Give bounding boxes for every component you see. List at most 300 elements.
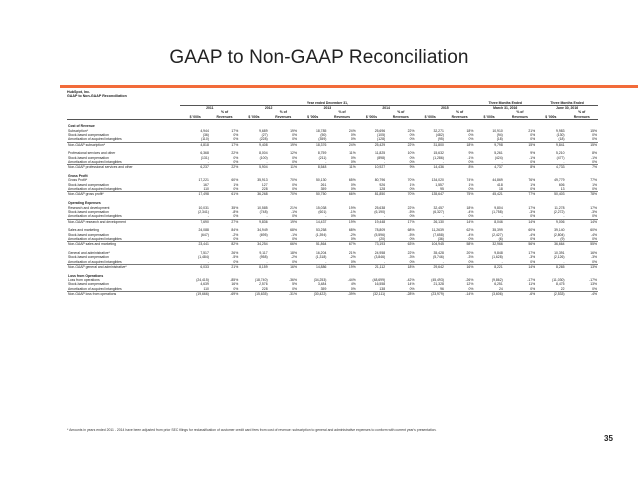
amount-cell: (211) — [318, 155, 327, 160]
header-period: March 31, 2016 — [493, 105, 518, 110]
percent-cell: 22% — [407, 128, 415, 133]
amount-cell: 167 — [203, 182, 209, 187]
amount-cell: 8,046 — [474, 219, 503, 224]
amount-cell: - — [207, 160, 209, 165]
percent-cell: 19% — [327, 264, 356, 269]
percent-cell: 0% — [350, 236, 356, 241]
row-label: Stock-based compensation — [68, 133, 109, 138]
amount-cell: - — [266, 214, 268, 219]
amount-cell: 7,517 — [200, 250, 209, 255]
amount-cell: - — [501, 259, 503, 264]
amount-cell: 8,759 — [317, 151, 327, 156]
percent-cell: 17% — [210, 142, 239, 147]
amount-cell: 606 — [558, 182, 565, 187]
amount-cell: 34,254 — [239, 242, 268, 247]
amount-cell: 4,639 — [200, 282, 209, 287]
percent-cell: 62% — [466, 228, 474, 233]
percent-cell: -4% — [590, 232, 597, 237]
percent-cell: 0% — [409, 286, 415, 291]
percent-cell: 12% — [290, 151, 297, 156]
percent-cell: 0% — [409, 187, 415, 192]
row-label: Amortization of acquired intangibles — [68, 214, 122, 219]
amount-cell: (1,758) — [491, 209, 503, 214]
percent-cell: -4% — [566, 292, 599, 297]
percent-cell: 56% — [504, 242, 536, 247]
amount-cell: 128 — [379, 187, 386, 192]
amount-cell: 95 — [440, 187, 444, 192]
amount-cell: 10,585 — [257, 205, 268, 210]
percent-cell: 0% — [292, 182, 297, 187]
percent-cell: 15% — [590, 128, 597, 133]
percent-cell: 0% — [592, 137, 597, 142]
percent-cell: 0% — [468, 187, 474, 192]
amount-cell: (5,746) — [433, 255, 444, 260]
amount-cell: (2,427) — [491, 232, 503, 237]
amount-cell: - — [501, 214, 503, 219]
percent-cell: 10% — [407, 151, 415, 156]
percent-cell: 0% — [292, 155, 297, 160]
percent-cell: 0% — [409, 137, 415, 142]
amount-cell: - — [501, 160, 503, 165]
percent-cell: 18% — [290, 250, 297, 255]
amount-cell: 418 — [497, 182, 503, 187]
amount-cell: (647) — [200, 232, 209, 237]
reconciliation-sheet — [67, 88, 598, 296]
percent-cell: 0% — [350, 133, 356, 138]
row-label: Amortization of acquired intangibles — [68, 137, 122, 142]
amount-cell: 9,798 — [474, 142, 503, 147]
amount-cell: 9,848 — [494, 250, 503, 255]
amount-cell: 50,130 — [315, 178, 327, 183]
amount-cell: 5,261 — [494, 151, 503, 156]
amount-cell: (34,253) — [313, 278, 327, 283]
percent-cell: 0% — [409, 236, 415, 241]
percent-cell: 67% — [327, 242, 356, 247]
amount-cell: 51,864 — [298, 242, 327, 247]
amount-cell: 25,696 — [374, 128, 386, 133]
header-revenues: Revenues — [269, 115, 298, 120]
row-label: Non-GAAP professional services and other — [67, 165, 180, 170]
amount-cell: 29,642 — [415, 264, 444, 269]
percent-cell: 27% — [210, 219, 239, 224]
amount-cell: (6) — [498, 236, 503, 241]
header-pct-of: % of — [220, 110, 229, 115]
percent-cell: 0% — [233, 133, 239, 138]
row-label: Non-GAAP research and development — [67, 219, 180, 224]
amount-cell: 9,836 — [239, 219, 268, 224]
percent-cell: -5% — [232, 255, 239, 260]
amount-cell: 18,376 — [298, 142, 327, 147]
percent-cell: 17% — [386, 219, 415, 224]
header-pct-of: % of — [338, 110, 346, 115]
amount-cell: (110) — [201, 137, 209, 142]
percent-cell: 65% — [348, 178, 356, 183]
header-three-months-1: Three Months Ended — [474, 101, 536, 106]
amount-cell: 4,737 — [474, 165, 503, 170]
percent-cell: 60% — [231, 178, 239, 183]
amount-cell: 9,983 — [556, 128, 565, 133]
amount-cell: 104,945 — [415, 242, 444, 247]
amount-cell: 17,221 — [198, 178, 209, 183]
percent-cell: 0% — [409, 160, 415, 165]
row-label: Amortization of acquired intangibles — [68, 259, 122, 264]
percent-cell: -2% — [349, 255, 356, 260]
percent-cell: -36% — [289, 278, 297, 283]
percent-cell: 0% — [233, 137, 239, 142]
percent-cell: -31% — [269, 292, 298, 297]
header-pct-of: % of — [279, 110, 287, 115]
amount-cell: (3,846) — [374, 255, 386, 260]
amount-cell: 6,237 — [180, 165, 209, 170]
amount-cell: 15,632 — [433, 151, 444, 156]
amount-cell: 13 — [560, 187, 565, 192]
percent-cell: 0% — [233, 236, 239, 241]
percent-cell: 0% — [292, 236, 297, 241]
percent-cell: 0% — [592, 259, 597, 264]
percent-cell: 0% — [468, 286, 474, 291]
header-period: 2011 — [206, 105, 214, 110]
header-three-months-2: Three Months Ended — [536, 101, 598, 106]
percent-cell: 0% — [468, 259, 474, 264]
amount-cell: (50) — [320, 133, 327, 138]
percent-cell: 0% — [530, 286, 536, 291]
page-number: 35 — [604, 434, 613, 443]
amount-cell: (2,804) — [553, 232, 565, 237]
percent-cell: 0% — [350, 155, 356, 160]
amount-cell: 10,031 — [198, 205, 209, 210]
amount-cell: (2,272) — [553, 209, 565, 214]
amount-cell: 36,268 — [239, 192, 268, 197]
row-label: Stock-based compensation — [68, 232, 109, 237]
amount-cell: (32,111) — [357, 292, 386, 297]
amount-cell: 23,441 — [180, 242, 209, 247]
percent-cell: 21% — [348, 250, 356, 255]
percent-cell: 12% — [466, 282, 474, 287]
percent-cell: -14% — [445, 292, 475, 297]
percent-cell: -26% — [465, 278, 474, 283]
percent-cell: 20% — [466, 250, 474, 255]
percent-cell: 21% — [290, 205, 297, 210]
percent-cell: 66% — [269, 242, 298, 247]
percent-cell: 78% — [566, 192, 599, 197]
percent-cell: 19% — [348, 205, 356, 210]
header-revenues: Revenues — [210, 115, 239, 120]
amount-cell: (18,740) — [254, 278, 268, 283]
amount-cell: 39,140 — [554, 228, 565, 233]
percent-cell: 19% — [327, 219, 356, 224]
percent-cell: -2% — [232, 232, 239, 237]
header-period: June 30, 2016 — [556, 105, 579, 110]
amount-cell: 15,038 — [315, 205, 327, 210]
percent-cell: 0% — [592, 236, 597, 241]
percent-cell: -8% — [232, 209, 239, 214]
amount-cell: 32,457 — [433, 205, 444, 210]
amount-cell: 32,966 — [474, 242, 503, 247]
percent-cell: -28% — [386, 292, 415, 297]
amount-cell: (359) — [318, 137, 327, 142]
percent-cell: 16% — [269, 264, 298, 269]
percent-cell: 14% — [566, 219, 599, 224]
percent-cell: 0% — [292, 137, 297, 142]
percent-cell: 0% — [350, 187, 356, 192]
amount-cell: 9,689 — [259, 128, 268, 133]
amount-cell: (1,394) — [315, 232, 327, 237]
amount-cell: 9,006 — [536, 219, 565, 224]
amount-cell: 11,2639 — [431, 228, 444, 233]
amount-cell: (748) — [259, 209, 268, 214]
amount-cell: 359 — [320, 187, 327, 192]
amount-cell: 5,904 — [239, 165, 268, 170]
amount-cell: 6,033 — [180, 264, 209, 269]
percent-cell: 60% — [528, 228, 536, 233]
percent-cell: 0% — [592, 160, 597, 165]
amount-cell: 21,112 — [357, 264, 386, 269]
row-label: Research and development — [68, 205, 110, 210]
amount-cell: (20) — [379, 236, 386, 241]
amount-cell: - — [207, 236, 209, 241]
percent-cell: 16% — [590, 250, 597, 255]
percent-cell: -5% — [408, 209, 415, 214]
percent-cell: 55% — [566, 242, 599, 247]
header-revenues: Revenues — [327, 115, 356, 120]
amount-cell: 19,448 — [357, 219, 386, 224]
percent-cell: -39% — [327, 292, 356, 297]
amount-cell: 26,130 — [415, 219, 444, 224]
percent-cell: 22% — [386, 142, 415, 147]
percent-cell: 76% — [528, 178, 536, 183]
section-title: Cost of Revenue — [68, 124, 95, 129]
row-label: Amortization of acquired intangibles — [68, 236, 122, 241]
percent-cell: 0% — [350, 214, 356, 219]
percent-cell: 13% — [566, 264, 599, 269]
amount-cell: (601) — [318, 209, 327, 214]
amount-cell: 8,475 — [556, 282, 565, 287]
percent-cell: -5% — [408, 232, 415, 237]
amount-cell: (95) — [437, 137, 444, 142]
percent-cell: 0% — [530, 214, 536, 219]
amount-cell: (27) — [261, 133, 268, 138]
percent-cell: -42% — [406, 278, 415, 283]
percent-cell: 0% — [592, 133, 597, 138]
reconciliation-table — [67, 101, 598, 297]
amount-cell: 8,004 — [259, 151, 268, 156]
amount-cell: 8,221 — [474, 264, 503, 269]
percent-cell: 4% — [350, 282, 356, 287]
percent-cell: 0% — [292, 187, 297, 192]
percent-cell: 15% — [504, 142, 536, 147]
header-pct-of: % of — [516, 110, 524, 115]
percent-cell: 0% — [530, 160, 536, 165]
percent-cell: 21% — [528, 128, 536, 133]
company-name: HubSpot, Inc. — [67, 90, 91, 94]
header-amount: $ '000s — [180, 115, 209, 120]
percent-cell: 70% — [290, 178, 297, 183]
section-title: Gross Profit — [68, 174, 88, 179]
percent-cell: 22% — [407, 250, 415, 255]
amount-cell: - — [266, 160, 268, 165]
percent-cell: 9% — [468, 151, 474, 156]
amount-cell: (482) — [435, 133, 444, 138]
amount-cell: 24 — [498, 286, 503, 291]
amount-cell: 18,785 — [315, 128, 327, 133]
amount-cell: - — [563, 214, 565, 219]
amount-cell: 35,428 — [433, 250, 444, 255]
amount-cell: 10,391 — [554, 250, 565, 255]
amount-cell: 24,958 — [374, 250, 386, 255]
amount-cell: (2,126) — [553, 255, 565, 260]
percent-cell: 0% — [233, 160, 239, 165]
amount-cell: (898) — [377, 155, 386, 160]
percent-cell: 26% — [231, 250, 239, 255]
percent-cell: 70% — [407, 178, 415, 183]
percent-cell: 15% — [566, 142, 599, 147]
amount-cell: (131) — [200, 155, 209, 160]
percent-cell: 0% — [409, 259, 415, 264]
percent-cell: 1% — [409, 182, 415, 187]
amount-cell: (94) — [496, 133, 503, 138]
percent-cell: 0% — [468, 160, 474, 165]
percent-cell: 0% — [233, 286, 239, 291]
amount-cell: 6,368 — [200, 151, 209, 156]
amount-cell: (130) — [556, 133, 565, 138]
amount-cell: - — [563, 259, 565, 264]
percent-cell: -3% — [590, 255, 597, 260]
percent-cell: 74% — [466, 178, 474, 183]
percent-cell: 9% — [386, 165, 415, 170]
amount-cell: (36) — [437, 236, 444, 241]
amount-cell: 9,804 — [494, 205, 503, 210]
amount-cell: 14,436 — [415, 165, 444, 170]
amount-cell: 8,548 — [298, 165, 327, 170]
percent-cell: -4% — [467, 232, 474, 237]
amount-cell: 926 — [379, 182, 386, 187]
amount-cell: (100) — [259, 155, 268, 160]
percent-cell: 77% — [590, 178, 597, 183]
row-label: General and administrative* — [68, 250, 110, 255]
header-revenues: Revenues — [445, 115, 475, 120]
row-label: Non-GAAP gross profit* — [67, 192, 180, 197]
percent-cell: 84% — [231, 228, 239, 233]
amount-cell: (6,327) — [433, 209, 444, 214]
row-label: Amortization of acquired intangibles — [68, 286, 122, 291]
percent-cell: -6% — [504, 292, 536, 297]
amount-cell: 25,429 — [357, 142, 386, 147]
row-label: Amortization of acquired intangibles — [68, 160, 122, 165]
percent-cell: 61% — [210, 192, 239, 197]
section-title: Loss from Operations — [68, 273, 104, 278]
percent-cell: 14% — [504, 219, 536, 224]
header-amount: $ '000s — [474, 115, 503, 120]
amount-cell: 10,927 — [357, 165, 386, 170]
amount-cell: (2,533) — [536, 292, 565, 297]
header-period: 2015 — [441, 105, 449, 110]
amount-cell: (30,422) — [298, 292, 327, 297]
amount-cell: 6,251 — [494, 282, 503, 287]
percent-cell: 0% — [592, 214, 597, 219]
percent-cell: 16% — [231, 282, 239, 287]
percent-cell: -3% — [529, 255, 536, 260]
percent-cell: -2% — [349, 232, 356, 237]
percent-cell: 0% — [409, 214, 415, 219]
amount-cell: 228 — [261, 187, 268, 192]
percent-cell: 1% — [592, 182, 597, 187]
header-amount: $ '000s — [536, 115, 565, 120]
amount-cell: - — [442, 160, 444, 165]
percent-cell: 0% — [468, 133, 474, 138]
percent-cell: 0% — [468, 137, 474, 142]
row-label: Non-GAAP sales and marketing — [67, 242, 180, 247]
amount-cell: (6,190) — [374, 209, 386, 214]
amount-cell: 11,278 — [554, 205, 565, 210]
row-label: Subscription* — [68, 128, 88, 133]
amount-cell: - — [266, 259, 268, 264]
amount-cell: 32,271 — [433, 128, 444, 133]
amount-cell: (228) — [259, 137, 268, 142]
amount-cell: (48,699) — [372, 278, 386, 283]
percent-cell: -1% — [529, 155, 536, 160]
percent-cell: -85% — [230, 278, 239, 283]
row-label: Non-GAAP general and administrative* — [67, 264, 180, 269]
percent-cell: 24% — [327, 142, 356, 147]
amount-cell: 53,258 — [315, 228, 327, 233]
percent-cell: 0% — [292, 160, 297, 165]
row-label: Stock-based compensation — [68, 282, 109, 287]
percent-cell: 22% — [231, 151, 239, 156]
percent-cell: 0% — [350, 182, 356, 187]
amount-cell: (15,635) — [239, 292, 268, 297]
amount-cell: 135,647 — [415, 192, 444, 197]
percent-cell: 0% — [292, 214, 297, 219]
percent-cell: 21% — [210, 264, 239, 269]
amount-cell: (45,493) — [431, 278, 444, 283]
amount-cell: - — [325, 160, 327, 165]
amount-cell: 17,498 — [180, 192, 209, 197]
percent-cell: 0% — [350, 137, 356, 142]
percent-cell: -3% — [408, 255, 415, 260]
percent-cell: -1% — [290, 232, 297, 237]
amount-cell: (19,666) — [180, 292, 209, 297]
header-amount: $ '000s — [415, 115, 444, 120]
amount-cell: (1,318) — [315, 255, 327, 260]
percent-cell: 60% — [590, 228, 597, 233]
amount-cell: (958) — [259, 255, 268, 260]
percent-cell: -4% — [467, 209, 474, 214]
percent-cell: 14% — [504, 264, 536, 269]
percent-cell: 1% — [468, 182, 474, 187]
amount-cell: (128) — [377, 137, 386, 142]
percent-cell: 0% — [530, 259, 536, 264]
percent-cell: 17% — [590, 205, 597, 210]
amount-cell: (1,286) — [433, 155, 444, 160]
percent-cell: -2% — [290, 255, 297, 260]
percent-cell: -1% — [467, 155, 474, 160]
amount-cell: 359 — [320, 286, 327, 291]
percent-cell: 68% — [407, 228, 415, 233]
header-amount: $ '000s — [298, 115, 327, 120]
amount-cell: 22 — [560, 286, 565, 291]
amount-cell: 78,809 — [374, 228, 386, 233]
percent-cell: 17% — [231, 128, 239, 133]
percent-cell: 14% — [407, 282, 415, 287]
amount-cell: 14,886 — [298, 264, 327, 269]
percent-cell: 0% — [350, 259, 356, 264]
percent-cell: 68% — [290, 228, 297, 233]
percent-cell: 82% — [210, 242, 239, 247]
percent-cell: 22% — [407, 205, 415, 210]
amount-cell: - — [383, 160, 386, 165]
percent-cell: 0% — [530, 236, 536, 241]
amount-cell: 9,408 — [239, 142, 268, 147]
